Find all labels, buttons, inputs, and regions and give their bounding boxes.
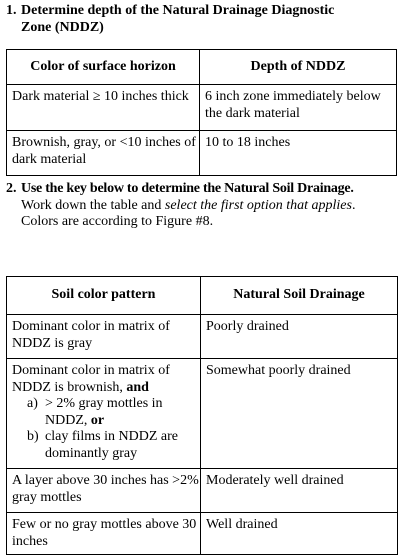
cell-text: Dark material ≥ 10 inches thick [12,89,189,104]
cell-text: 10 to 18 inches [205,135,291,150]
table-cell [201,469,398,513]
table-row [7,131,397,176]
cell-text: Well drained [206,517,278,532]
instructions-part-1: Work down the table and [21,197,165,213]
table-row [7,315,398,359]
nddz-depth-table [6,49,397,176]
section-2-heading [6,181,400,231]
table-row [7,85,397,131]
table-row [7,359,398,469]
list-item-text: clay films in NDDZ are dominantly gray [45,429,178,461]
table-cell [200,85,397,131]
table-cell [201,315,398,359]
header-natural-soil-drainage: Natural Soil Drainage [201,277,398,315]
nddz-table-header-row [7,50,397,85]
list-item [12,396,200,429]
section-1-title: Determine depth of the Natural Drainage Diagnostic Zone (NDDZ) [21,3,335,35]
section-1-number: 1. [6,3,17,18]
table-cell [7,131,200,176]
header-color-of-surface-horizon: Color of surface horizon [7,50,200,85]
list-marker: a) [27,396,38,411]
instructions-emphasis: select the first option that applies [164,197,352,213]
cell-text: A layer above 30 inches has >2% gray mottles [12,473,199,505]
cell-text: Somewhat poorly drained [206,363,351,378]
table-row [7,513,398,555]
table-cell [7,513,201,555]
cell-text: Few or no gray mottles above 30 inches [12,517,197,549]
instructions-part-2: . Colors are according to Figure #8. [21,197,356,229]
table-cell [201,359,398,469]
cell-text: Dominant color in matrix of NDDZ is gray [12,319,170,351]
pattern-lead: Dominant color in matrix of NDDZ is brownish, [12,363,170,395]
soil-drainage-key-table [6,276,398,555]
section-2-instructions [21,198,386,231]
table-cell [7,469,201,513]
cell-text: Poorly drained [206,319,289,334]
table-cell [7,359,201,469]
table-cell [7,85,200,131]
drainage-table-header-row [7,277,398,315]
table-cell [200,131,397,176]
pattern-and: and [126,379,149,395]
section-1-heading [6,3,396,36]
header-soil-color-pattern: Soil color pattern [7,277,201,315]
cell-text: 6 inch zone immediately below the dark material [205,89,381,121]
list-item [12,429,200,462]
cell-text: Moderately well drained [206,473,344,488]
section-2-title: Use the key below to determine the Natural Soil Drainage. [21,181,354,196]
list-item-or: or [90,412,105,428]
list-marker: b) [27,429,39,444]
header-depth-of-nddz: Depth of NDDZ [200,50,397,85]
cell-text [7,359,200,462]
list-item-text: > 2% gray mottles in NDDZ, [45,396,163,428]
cell-text: Brownish, gray, or <10 inches of dark material [12,135,196,167]
condition-list [12,396,200,462]
table-cell [201,513,398,555]
table-row [7,469,398,513]
section-2-number: 2. [6,181,17,196]
table-cell [7,315,201,359]
